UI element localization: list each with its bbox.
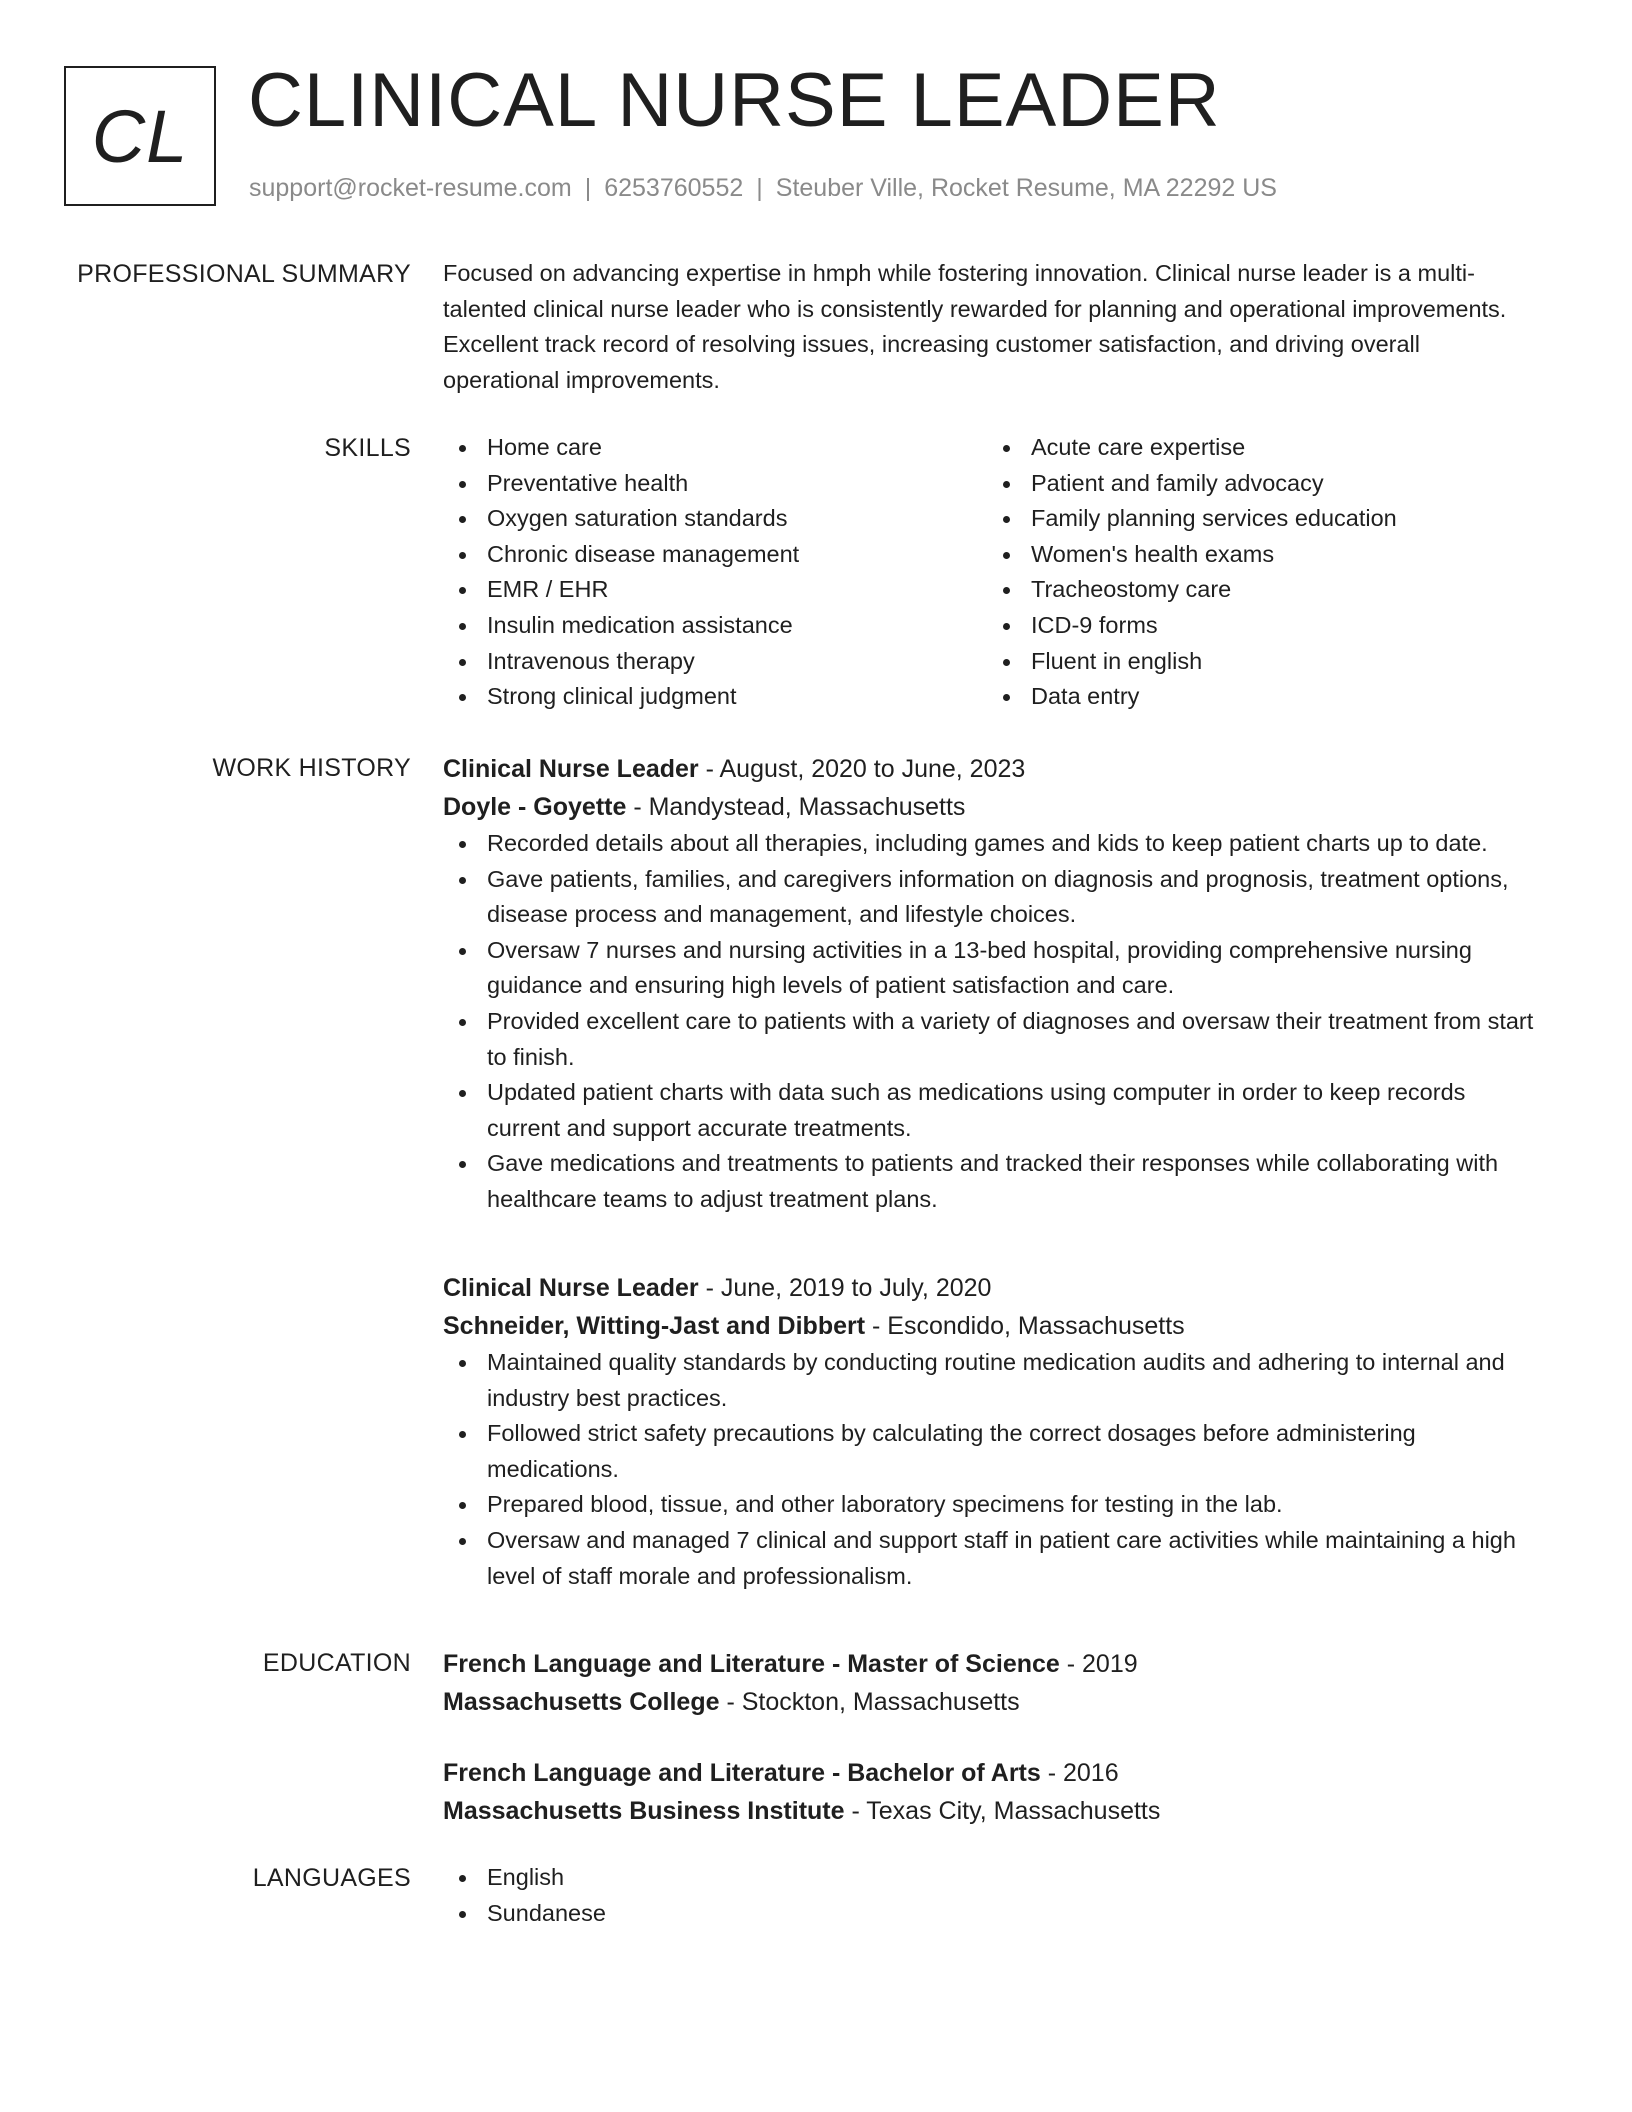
contact-line: [249, 172, 1277, 204]
section-label-languages: LANGUAGES: [252, 1864, 411, 1892]
education-degree-line: [443, 1754, 1538, 1792]
languages-section: [443, 1860, 1538, 1931]
skills-list-right: [987, 430, 1531, 715]
section-label-education: EDUCATION: [262, 1649, 411, 1677]
job-bullet-item: Maintained quality standards by conducting routine medication audits and adhering to internal and industry best practices.: [443, 1345, 1538, 1416]
language-item: Sundanese: [443, 1896, 1538, 1932]
job-company-line: [443, 788, 1538, 826]
education-location: - Stockton, Massachusetts: [719, 1688, 1020, 1716]
skill-item: Strong clinical judgment: [443, 679, 987, 715]
skill-item: Women's health exams: [987, 537, 1531, 573]
section-label-summary: PROFESSIONAL SUMMARY: [77, 260, 411, 288]
monogram-logo: CL: [64, 66, 216, 206]
contact-address: Steuber Ville, Rocket Resume, MA 22292 US: [775, 174, 1277, 202]
section-label-work-history: WORK HISTORY: [212, 754, 411, 782]
skill-item: ICD-9 forms: [987, 608, 1531, 644]
education-school-line: [443, 1792, 1538, 1830]
job-bullet-item: Oversaw and managed 7 clinical and support staff in patient care activities while maintaining a high level of staff morale and professionalism.: [443, 1523, 1538, 1594]
education-degree-line: [443, 1645, 1538, 1683]
job-title: Clinical Nurse Leader: [443, 1274, 699, 1302]
skills-grid: [443, 430, 1538, 715]
contact-phone[interactable]: 6253760552: [604, 174, 744, 202]
job-bullet-item: Provided excellent care to patients with a variety of diagnoses and oversaw their treatment from start to finish.: [443, 1004, 1538, 1075]
skills-list-left: [443, 430, 987, 715]
resume-name: CLINICAL NURSE LEADER: [248, 58, 1221, 143]
job-title-line: [443, 750, 1538, 788]
job-bullets: [443, 826, 1538, 1218]
job-dates: - August, 2020 to June, 2023: [698, 755, 1026, 783]
skill-item: Patient and family advocacy: [987, 466, 1531, 502]
summary-section: [443, 256, 1538, 398]
job-dates: - June, 2019 to July, 2020: [698, 1274, 992, 1302]
skill-item: EMR / EHR: [443, 572, 987, 608]
contact-separator: |: [584, 174, 592, 202]
education-year: - 2019: [1059, 1650, 1138, 1678]
contact-email[interactable]: support@rocket-resume.com: [249, 174, 572, 202]
education-school: Massachusetts Business Institute: [443, 1797, 845, 1825]
skill-item: Family planning services education: [987, 501, 1531, 537]
education-school: Massachusetts College: [443, 1688, 720, 1716]
education-year: - 2016: [1040, 1759, 1119, 1787]
job-company: Schneider, Witting-Jast and Dibbert: [443, 1312, 866, 1340]
job-bullet-item: Gave medications and treatments to patients and tracked their responses while collaborating with healthcare teams to adjust treatment plans.: [443, 1146, 1538, 1217]
skill-item: Chronic disease management: [443, 537, 987, 573]
skill-item: Data entry: [987, 679, 1531, 715]
skill-item: Insulin medication assistance: [443, 608, 987, 644]
education-degree: French Language and Literature - Bachelor of Arts: [443, 1759, 1041, 1787]
education-school-line: [443, 1683, 1538, 1721]
languages-list: [443, 1860, 1538, 1931]
education-entry: [443, 1645, 1538, 1721]
contact-separator: |: [756, 174, 763, 202]
skill-item: Home care: [443, 430, 987, 466]
skill-item: Acute care expertise: [987, 430, 1531, 466]
job-company: Doyle - Goyette: [443, 793, 627, 821]
job-location: - Escondido, Massachusetts: [865, 1312, 1185, 1340]
job-bullet-item: Followed strict safety precautions by calculating the correct dosages before administering medications.: [443, 1416, 1538, 1487]
education-location: - Texas City, Massachusetts: [844, 1797, 1161, 1825]
job-bullet-item: Gave patients, families, and caregivers information on diagnosis and prognosis, treatment options, disease process and management, and lifestyle choices.: [443, 862, 1538, 933]
education-entry: [443, 1754, 1538, 1830]
job-location: - Mandystead, Massachusetts: [626, 793, 966, 821]
language-item: English: [443, 1860, 1538, 1896]
job-bullet-item: Prepared blood, tissue, and other laboratory specimens for testing in the lab.: [443, 1487, 1538, 1523]
job-company-line: [443, 1307, 1538, 1345]
skills-section: [443, 430, 1538, 715]
job-bullet-item: Oversaw 7 nurses and nursing activities in a 13-bed hospital, providing comprehensive nursing guidance and ensuring high levels of patient satisfaction and care.: [443, 933, 1538, 1004]
job-entry: [443, 750, 1538, 1218]
skill-item: Tracheostomy care: [987, 572, 1531, 608]
job-bullets: [443, 1345, 1538, 1594]
job-entry: [443, 1269, 1538, 1594]
skill-item: Oxygen saturation standards: [443, 501, 987, 537]
job-title: Clinical Nurse Leader: [443, 755, 699, 783]
section-label-skills: SKILLS: [324, 434, 411, 462]
skill-item: Intravenous therapy: [443, 644, 987, 680]
job-title-line: [443, 1269, 1538, 1307]
job-bullet-item: Updated patient charts with data such as medications using computer in order to keep records current and support accurate treatments.: [443, 1075, 1538, 1146]
education-degree: French Language and Literature - Master of Science: [443, 1650, 1060, 1678]
skill-item: Fluent in english: [987, 644, 1531, 680]
job-bullet-item: Recorded details about all therapies, including games and kids to keep patient charts up to date.: [443, 826, 1538, 862]
skill-item: Preventative health: [443, 466, 987, 502]
summary-text: Focused on advancing expertise in hmph while fostering innovation. Clinical nurse leader is a multi-talented clinical nurse leader who is consistently rewarded for planning and operational improvements. Excellent track record of resolving issues, increasing customer satisfaction, and driving overall operational improvements.: [443, 260, 1507, 393]
